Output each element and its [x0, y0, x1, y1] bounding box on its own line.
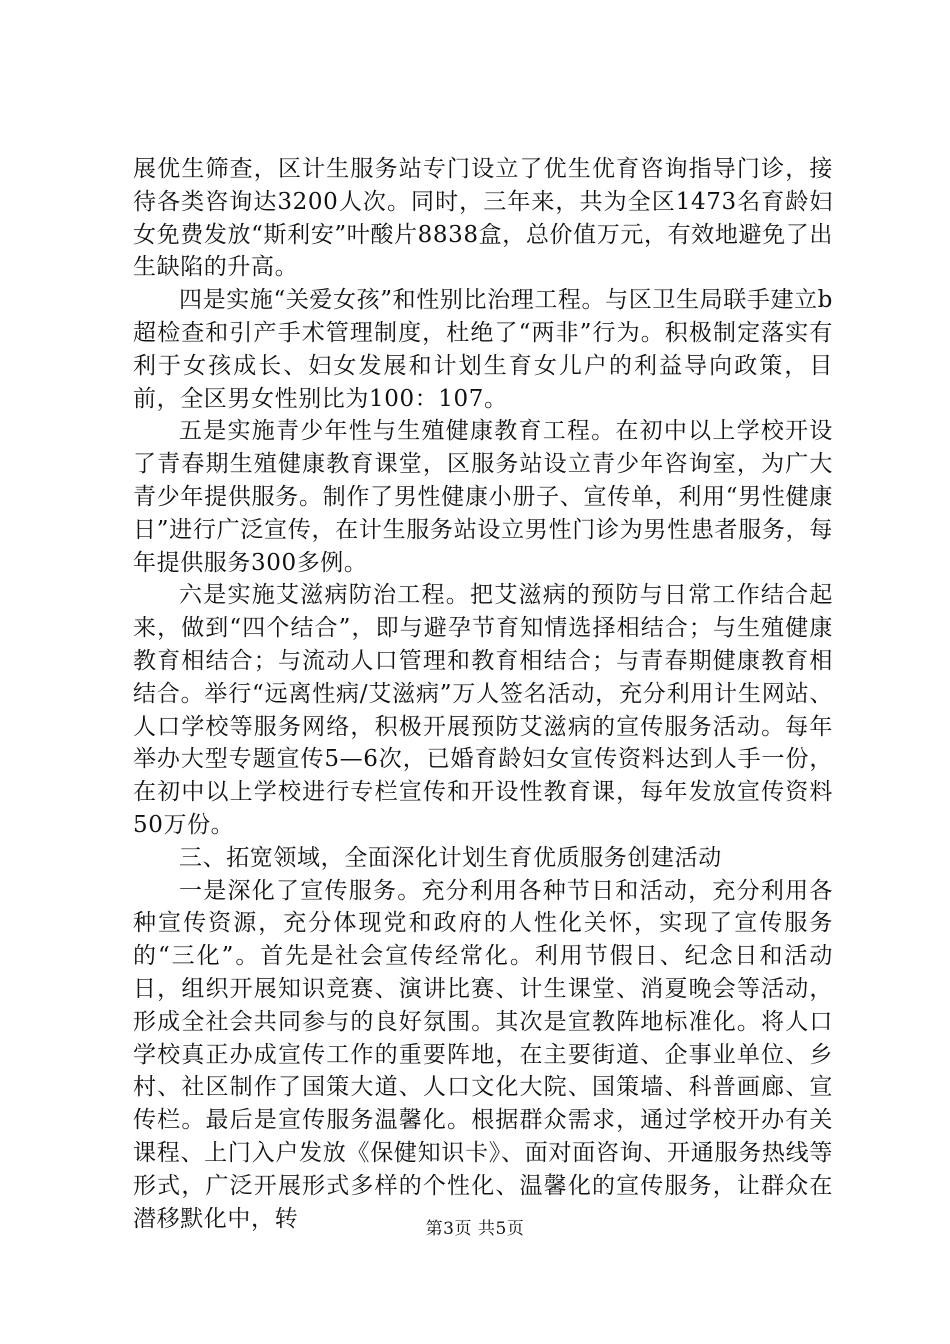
- page-footer: [0, 1214, 950, 1239]
- document-body: [133, 153, 833, 1235]
- page-total: 共5页: [478, 1219, 525, 1239]
- paragraph-item-four: 四是实施“关爱女孩”和性别比治理工程。与区卫生局联手建立b超检查和引产手术管理制度，杜绝了“两非”行为。积极制定落实有利于女孩成长、妇女发展和计划生育女儿户的利益导向政策，目前，全区男女性别比为100：107。: [133, 287, 833, 412]
- paragraph-item-one: 一是深化了宣传服务。充分利用各种节日和活动，充分利用各种宣传资源，充分体现党和政府的人性化关怀，实现了宣传服务的“三化”。首先是社会宣传经常化。利用节假日、纪念日和活动日，组织开展知识竞赛、演讲比赛、计生课堂、消夏晚会等活动，形成全社会共同参与的良好氛围。其次是宣教阵地标准化。将人口学校真正办成宣传工作的重要阵地，在主要街道、企事业单位、乡村、社区制作了国策大道、人口文化大院、国策墙、科普画廊、宣传栏。最后是宣传服务温馨化。根据群众需求，通过学校开办有关课程、上门入户发放《保健知识卡》、面对面咨询、开通服务热线等形式，广泛开展形式多样的个性化、温馨化的宣传服务，让群众在潜移默化中，转: [133, 877, 833, 1232]
- paragraph-continued: 展优生筛查，区计生服务站专门设立了优生优育咨询指导门诊，接待各类咨询达3200人次。同时，三年来，共为全区1473名育龄妇女免费发放“斯利安”叶酸片8838盒，总价值万元，有效地避免了出生缺陷的升高。: [133, 156, 833, 281]
- page-number: 第3页: [425, 1219, 472, 1239]
- section-heading: 三、拓宽领域，全面深化计划生育优质服务创建活动: [179, 844, 722, 871]
- paragraph-item-five: 五是实施青少年性与生殖健康教育工程。在初中以上学校开设了青春期生殖健康教育课堂，区服务站设立青少年咨询室，为广大青少年提供服务。制作了男性健康小册子、宣传单，利用“男性健康日”进行广泛宣传，在计生服务站设立男性门诊为男性患者服务，每年提供服务300多例。: [133, 418, 833, 576]
- paragraph-item-six: 六是实施艾滋病防治工程。把艾滋病的预防与日常工作结合起来，做到“四个结合”，即与避孕节育知情选择相结合；与生殖健康教育相结合；与流动人口管理和教育相结合；与青春期健康教育相结合。举行“远离性病/艾滋病”万人签名活动，充分利用计生网站、人口学校等服务网络，积极开展预防艾滋病的宣传服务活动。每年举办大型专题宣传5—6次，已婚育龄妇女宣传资料达到人手一份，在初中以上学校进行专栏宣传和开设性教育课，每年发放宣传资料50万份。: [133, 582, 833, 838]
